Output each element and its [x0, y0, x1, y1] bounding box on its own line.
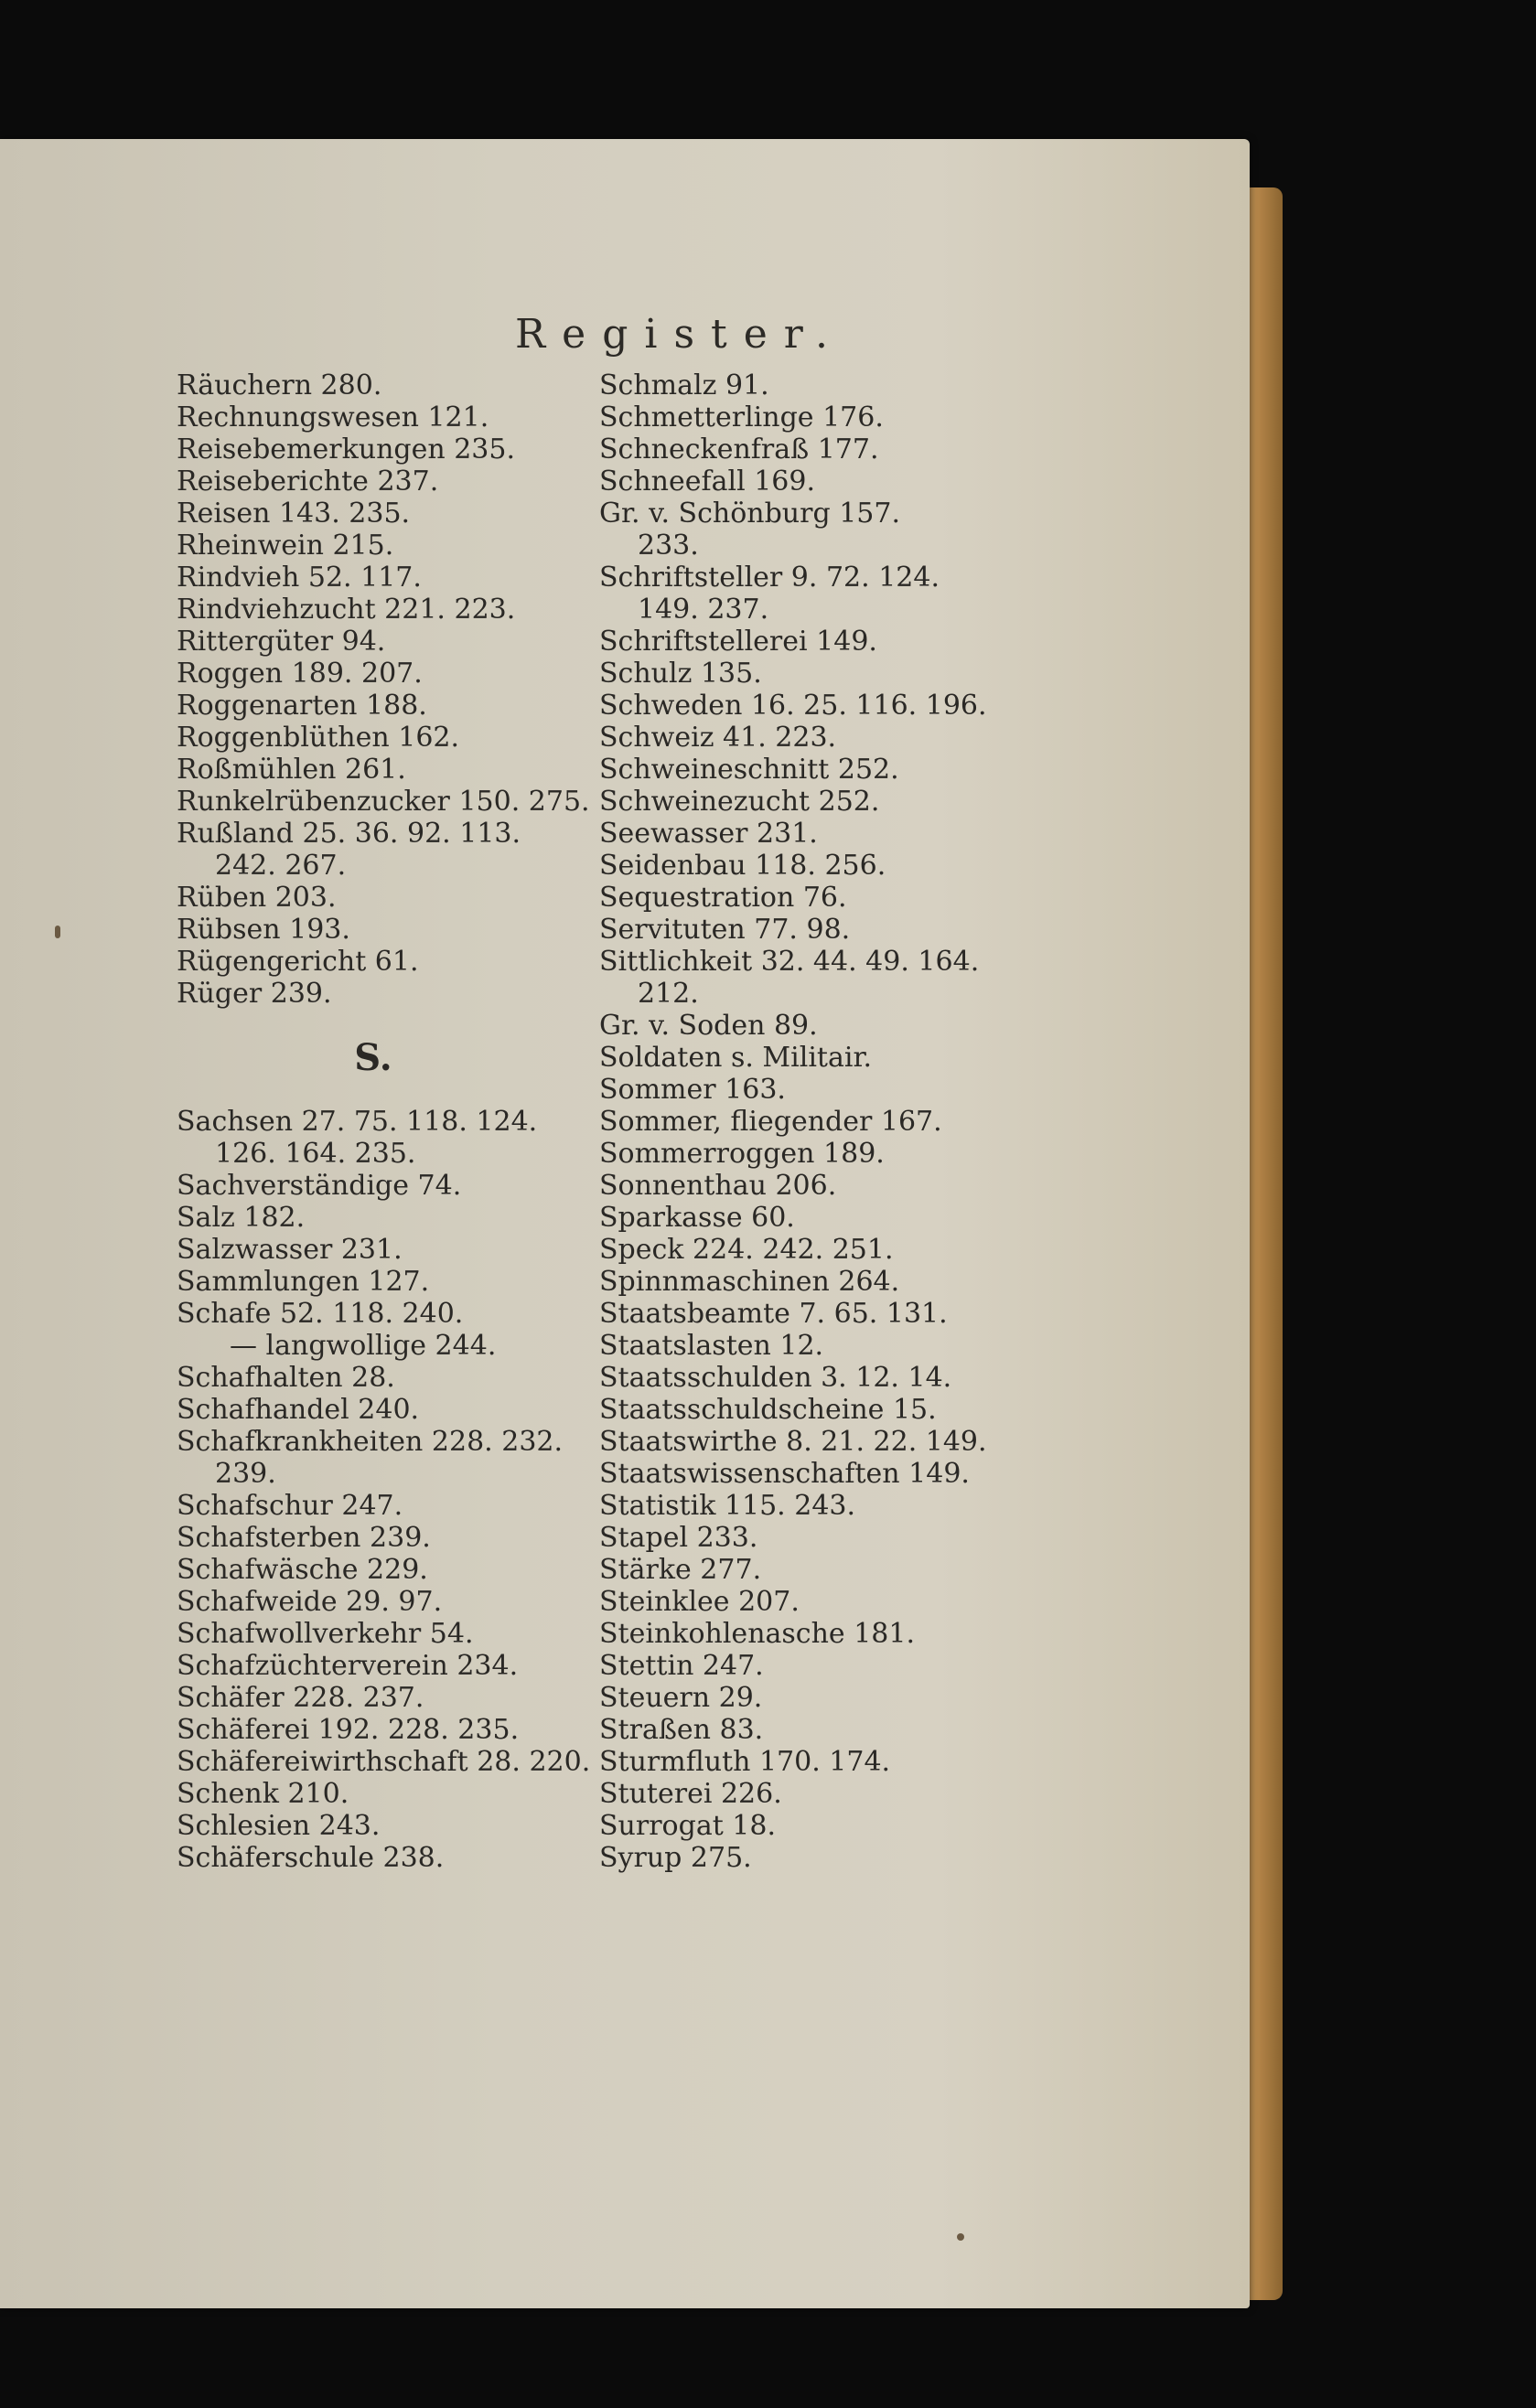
index-entry: Schriftsteller 9. 72. 124. [599, 562, 940, 594]
index-entry: Rindviehzucht 221. 223. [177, 594, 516, 626]
index-entry: Schafe 52. 118. 240. [177, 1298, 464, 1330]
index-entry: Schäfereiwirthschaft 28. 220. [177, 1746, 591, 1778]
index-entry: Stuterei 226. [599, 1778, 782, 1810]
index-entry: Rübsen 193. [177, 914, 350, 946]
index-entry: Sonnenthau 206. [599, 1170, 837, 1202]
index-entry: Schafsterben 239. [177, 1522, 431, 1554]
index-entry: Sturmfluth 170. 174. [599, 1746, 891, 1778]
index-entry: Rüger 239. [177, 978, 332, 1010]
index-entry: Stapel 233. [599, 1522, 758, 1554]
index-entry-continuation: 149. 237. [638, 594, 769, 626]
index-entry: Stärke 277. [599, 1554, 762, 1586]
index-entry: Sommer 163. [599, 1074, 786, 1106]
page-header: Register. [515, 311, 844, 358]
index-entry: Schneefall 169. [599, 466, 816, 498]
index-entry: Sachverständige 74. [177, 1170, 462, 1202]
book-page [0, 139, 1250, 2308]
index-entry: Sachsen 27. 75. 118. 124. [177, 1106, 538, 1138]
index-entry: Runkelrübenzucker 150. 275. [177, 786, 590, 818]
index-entry: Staatslasten 12. [599, 1330, 824, 1362]
index-entry: Schweinezucht 252. [599, 786, 880, 818]
index-entry: Schlesien 243. [177, 1810, 381, 1842]
index-entry: Servituten 77. 98. [599, 914, 851, 946]
index-entry-continuation: 239. [215, 1458, 276, 1490]
index-entry: Schafwäsche 229. [177, 1554, 428, 1586]
index-entry: Staatswirthe 8. 21. 22. 149. [599, 1426, 987, 1458]
index-entry-continuation: 126. 164. 235. [215, 1138, 416, 1170]
index-entry: Seidenbau 118. 256. [599, 850, 886, 882]
index-entry: Surrogat 18. [599, 1810, 777, 1842]
index-entry: Schulz 135. [599, 658, 762, 690]
index-entry-continuation: 242. 267. [215, 850, 347, 882]
index-entry: Schafkrankheiten 228. 232. [177, 1426, 564, 1458]
section-letter: S. [354, 1036, 392, 1079]
index-entry: Rindvieh 52. 117. [177, 562, 422, 594]
index-entry: Rügengericht 61. [177, 946, 419, 978]
index-entry: Roßmühlen 261. [177, 754, 406, 786]
index-entry: Speck 224. 242. 251. [599, 1234, 894, 1266]
index-entry: Sommer, fliegender 167. [599, 1106, 942, 1138]
index-entry: Schäferei 192. 228. 235. [177, 1714, 520, 1746]
index-entry-continuation: 233. [638, 530, 699, 562]
index-entry: Soldaten s. Militair. [599, 1042, 873, 1074]
index-entry: Reiseberichte 237. [177, 466, 439, 498]
index-entry: Gr. v. Soden 89. [599, 1010, 818, 1042]
index-entry: Rheinwein 215. [177, 530, 394, 562]
index-entry: Schweineschnitt 252. [599, 754, 899, 786]
index-entry: Schafweide 29. 97. [177, 1586, 443, 1618]
index-entry: Syrup 275. [599, 1842, 752, 1874]
index-entry: Steuern 29. [599, 1682, 763, 1714]
index-entry: Statistik 115. 243. [599, 1490, 856, 1522]
paper-speck [957, 2233, 964, 2241]
index-entry: Roggenarten 188. [177, 690, 427, 722]
index-entry-continuation: 212. [638, 978, 699, 1010]
index-entry: Schafhandel 240. [177, 1394, 420, 1426]
index-entry: Reisen 143. 235. [177, 498, 411, 530]
index-entry: Schweden 16. 25. 116. 196. [599, 690, 987, 722]
index-entry: Schafzüchterverein 234. [177, 1650, 519, 1682]
index-entry: Roggen 189. 207. [177, 658, 423, 690]
index-entry: Schneckenfraß 177. [599, 433, 879, 466]
index-entry: Reisebemerkungen 235. [177, 433, 516, 466]
index-entry: Schweiz 41. 223. [599, 722, 837, 754]
index-entry: Straßen 83. [599, 1714, 764, 1746]
index-entry: Rußland 25. 36. 92. 113. [177, 818, 521, 850]
index-entry: Steinkohlenasche 181. [599, 1618, 915, 1650]
index-entry: Salz 182. [177, 1202, 306, 1234]
index-entry: Staatswissenschaften 149. [599, 1458, 970, 1490]
index-entry: Schriftstellerei 149. [599, 626, 877, 658]
index-entry: Salzwasser 231. [177, 1234, 403, 1266]
index-entry: Roggenblüthen 162. [177, 722, 460, 754]
index-entry: Stettin 247. [599, 1650, 764, 1682]
left-index-column [177, 369, 591, 1874]
index-entry: Sammlungen 127. [177, 1266, 430, 1298]
index-entry: Steinklee 207. [599, 1586, 800, 1618]
index-entry: Sittlichkeit 32. 44. 49. 164. [599, 946, 980, 978]
index-entry: Sommerroggen 189. [599, 1138, 885, 1170]
right-index-column [599, 369, 1015, 1874]
index-entry: Rechnungswesen 121. [177, 401, 489, 433]
index-entry: Rittergüter 94. [177, 626, 386, 658]
index-entry: Schäfer 228. 237. [177, 1682, 424, 1714]
paper-speck [55, 926, 60, 938]
index-entry: Spinnmaschinen 264. [599, 1266, 900, 1298]
index-entry: Seewasser 231. [599, 818, 818, 850]
index-entry: Schmetterlinge 176. [599, 401, 884, 433]
index-entry: Rüben 203. [177, 882, 337, 914]
index-entry: Räuchern 280. [177, 369, 382, 401]
index-entry: Schafschur 247. [177, 1490, 403, 1522]
index-entry: Staatsschuldscheine 15. [599, 1394, 937, 1426]
index-entry: Gr. v. Schönburg 157. [599, 498, 901, 530]
index-entry: Sparkasse 60. [599, 1202, 795, 1234]
index-entry: Staatsschulden 3. 12. 14. [599, 1362, 952, 1394]
index-entry: Schafwollverkehr 54. [177, 1618, 474, 1650]
index-entry-continuation: — langwollige 244. [230, 1330, 497, 1362]
index-entry: Schafhalten 28. [177, 1362, 395, 1394]
index-entry: Schmalz 91. [599, 369, 769, 401]
index-entry: Schenk 210. [177, 1778, 349, 1810]
index-entry: Staatsbeamte 7. 65. 131. [599, 1298, 948, 1330]
index-entry: Schäferschule 238. [177, 1842, 445, 1874]
index-entry: Sequestration 76. [599, 882, 847, 914]
